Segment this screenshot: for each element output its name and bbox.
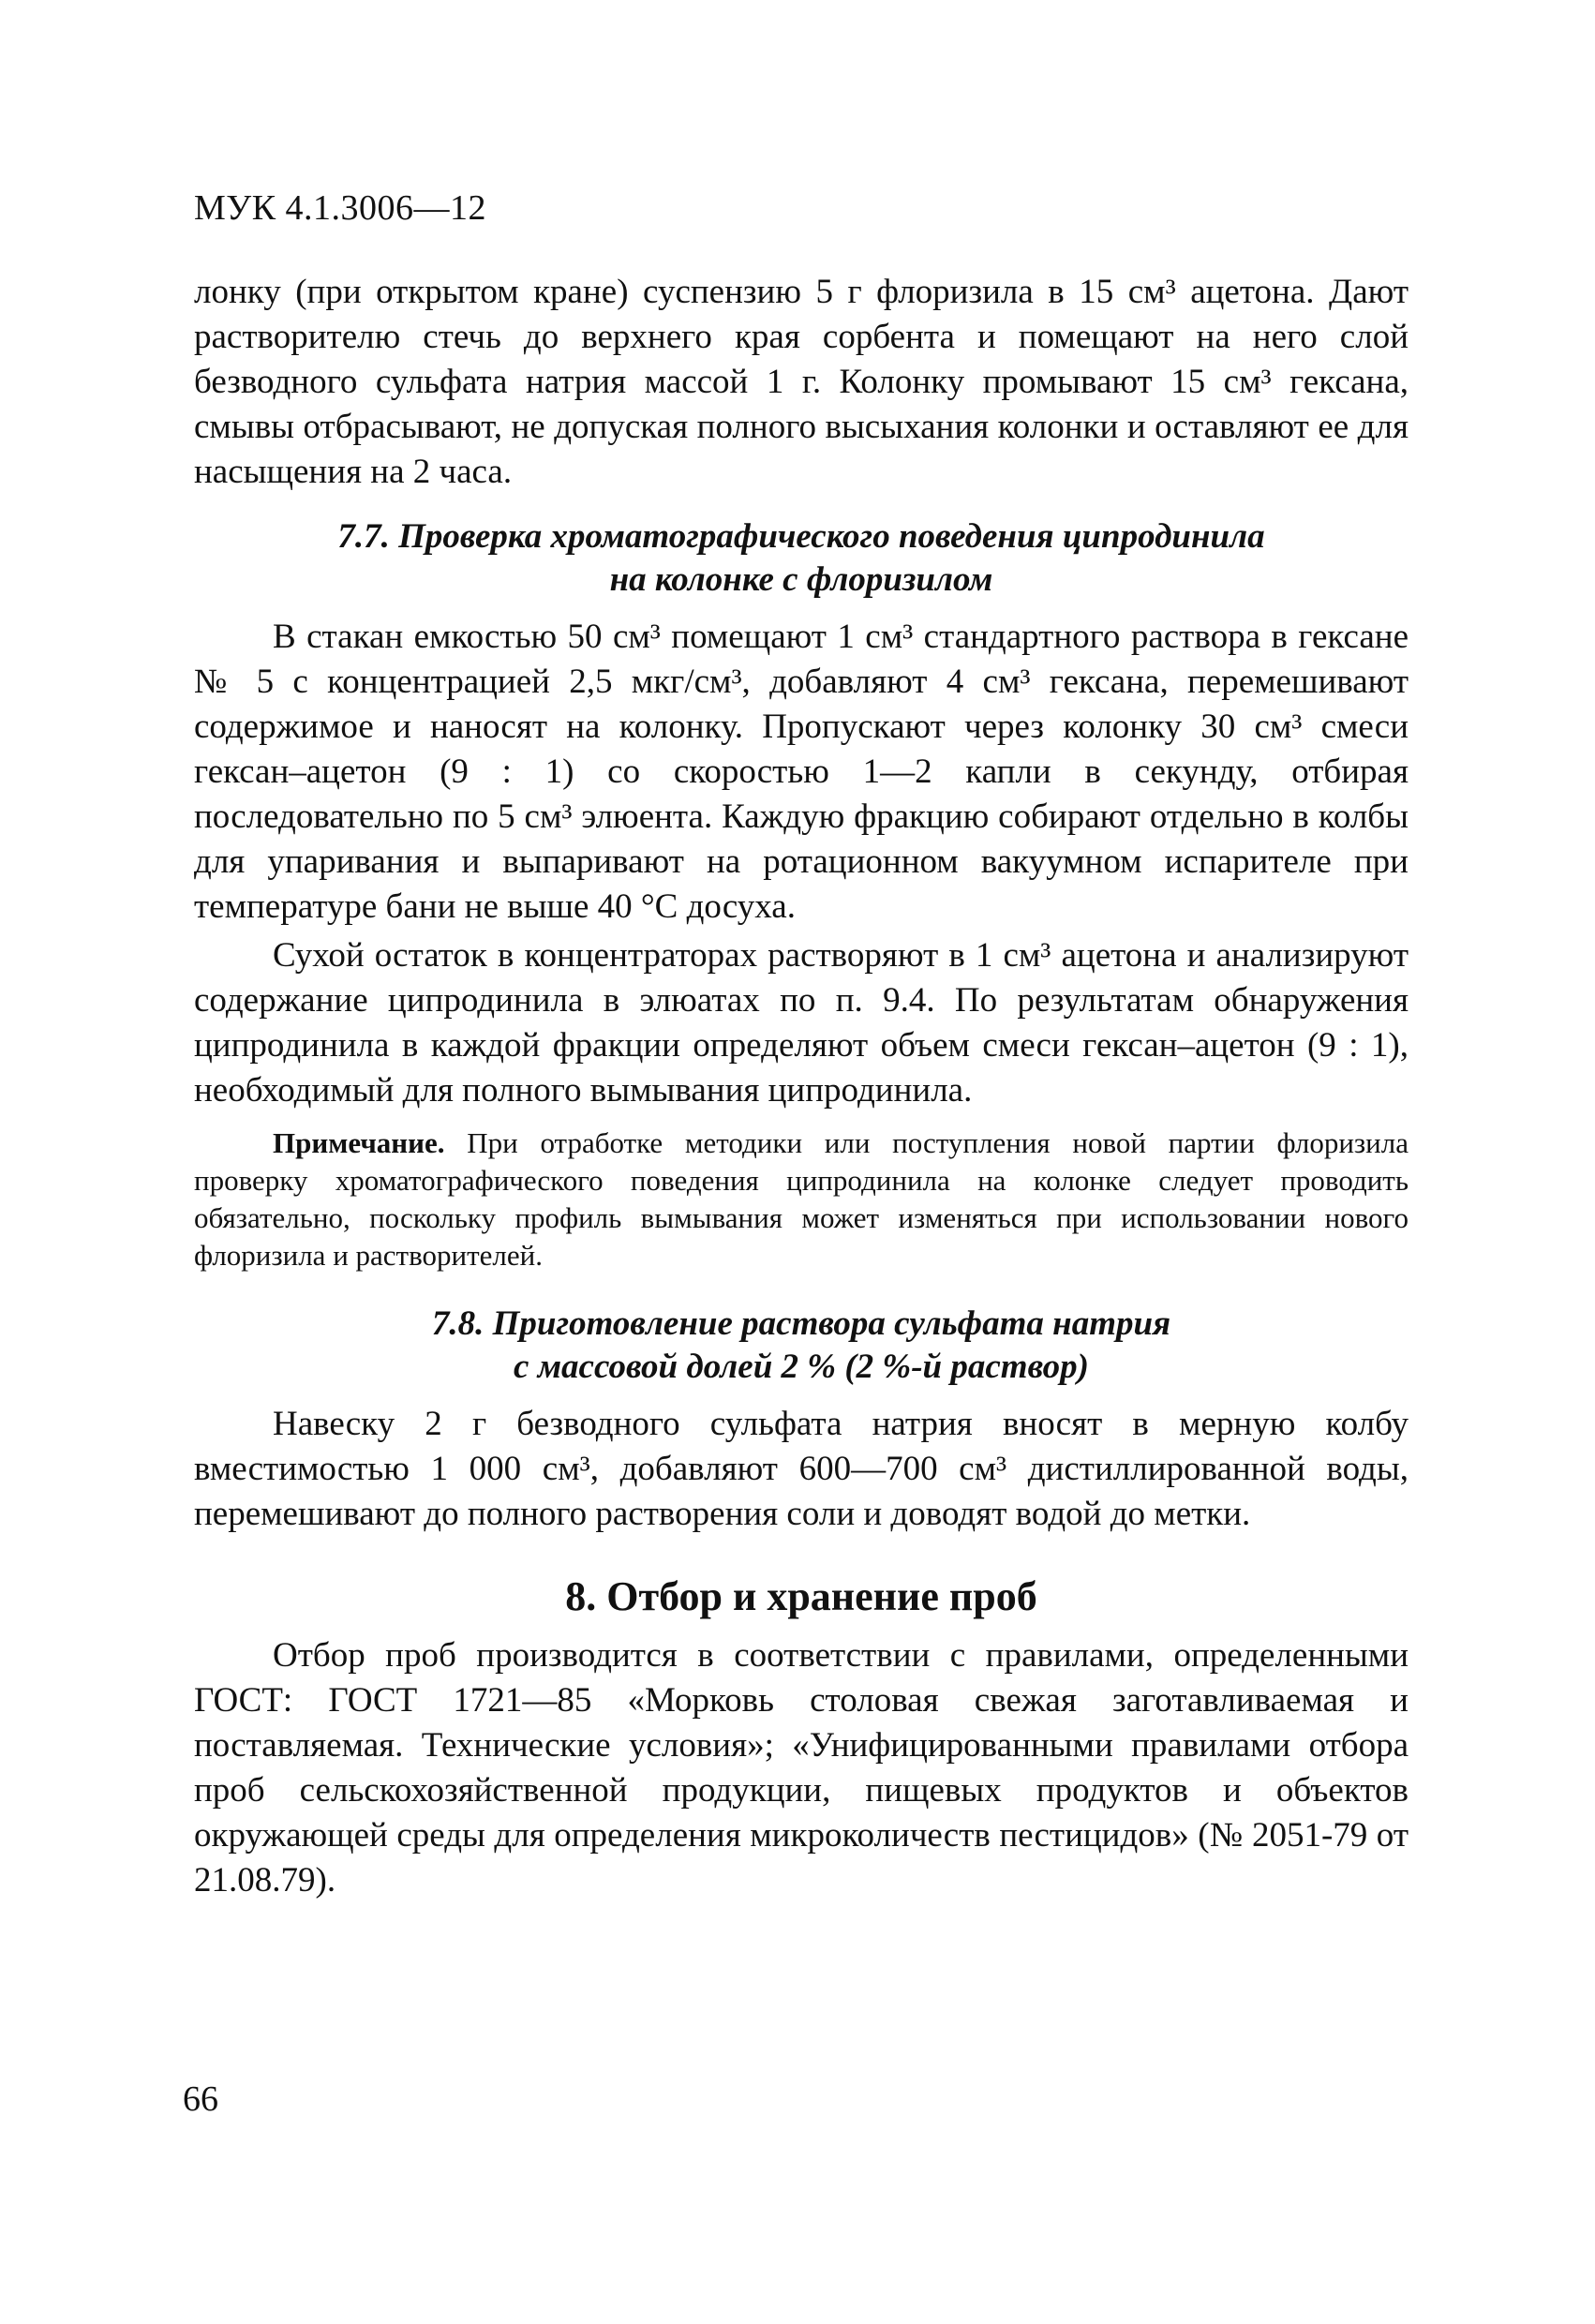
subheading-7-7-line1: 7.7. Проверка хроматографического поведения ципродинила xyxy=(337,517,1265,556)
subheading-7-8 xyxy=(194,1303,1409,1389)
document-page xyxy=(194,187,1409,1907)
paragraph-sodium-sulfate-solution: Навеску 2 г безводного сульфата натрия вносят в мерную колбу вместимостью 1 000 см³, добавляют 600—700 см³ дистиллированной воды, перемешивают до полного растворения соли и доводят водой до метки. xyxy=(194,1405,1409,1533)
page-number: 66 xyxy=(183,2079,218,2119)
subheading-7-7 xyxy=(194,515,1409,602)
subheading-7-8-line1: 7.8. Приготовление раствора сульфата натрия xyxy=(431,1304,1171,1343)
note xyxy=(194,1125,1409,1274)
note-text: При отработке методики или поступления новой партии флоризила проверку хроматографического поведения ципродинила на колонке следует проводить обязательно, поскольку профиль вымывания может изменяться при использовании нового флоризила и растворителей. xyxy=(194,1126,1409,1272)
note-label: Примечание. xyxy=(273,1126,445,1159)
paragraph-sampling: Отбор проб производится в соответствии с правилами, определенными ГОСТ: ГОСТ 1721—85 «Морковь столовая свежая заготавливаемая и поставляемая. Технические условия»; «Унифицированными правилами отбора проб сельскохозяйственной продукции, пищевых продуктов и объектов окружающей среды для определения микроколичеств пестицидов» (№ 2051-79 от 21.08.79). xyxy=(194,1636,1409,1899)
subheading-7-8-line2: с массовой долей 2 % (2 %-й раствор) xyxy=(514,1348,1089,1386)
paragraph-dry-residue: Сухой остаток в концентраторах растворяют в 1 см³ ацетона и анализируют содержание ципродинила в элюатах по п. 9.4. По результатам обнаружения ципродинила в каждой фракции определяют объем смеси гексан–ацетон (9 : 1), необходимый для полного вымывания ципродинила. xyxy=(194,936,1409,1110)
subheading-7-7-line2: на колонке с флоризилом xyxy=(609,560,993,599)
paragraph-elution-procedure: В стакан емкостью 50 см³ помещают 1 см³ стандартного раствора в гексане № 5 с концентрацией 2,5 мкг/см³, добавляют 4 см³ гексана, перемешивают содержимое и наносят на колонку. Пропускают через колонку 30 см³ смеси гексан–ацетон (9 : 1) со скоростью 1—2 капли в секунду, отбирая последовательно по 5 см³ элюента. Каждую фракцию собирают отдельно в колбы для упаривания и выпаривают на ротационном вакуумном испарителе при температуре бани не выше 40 °С досуха. xyxy=(194,618,1409,926)
running-title: МУК 4.1.3006—12 xyxy=(194,188,487,228)
section-8-title: 8. Отбор и хранение проб xyxy=(565,1573,1037,1619)
paragraph-column-prep: лонку (при открытом кране) суспензию 5 г флоризила в 15 см³ ацетона. Дают растворителю стечь до верхнего края сорбента и помещают на него слой безводного сульфата натрия массой 1 г. Колонку промывают 15 см³ гексана, смывы отбрасывают, не допуская полного высыхания колонки и оставляют ее для насыщения на 2 часа. xyxy=(194,273,1409,491)
